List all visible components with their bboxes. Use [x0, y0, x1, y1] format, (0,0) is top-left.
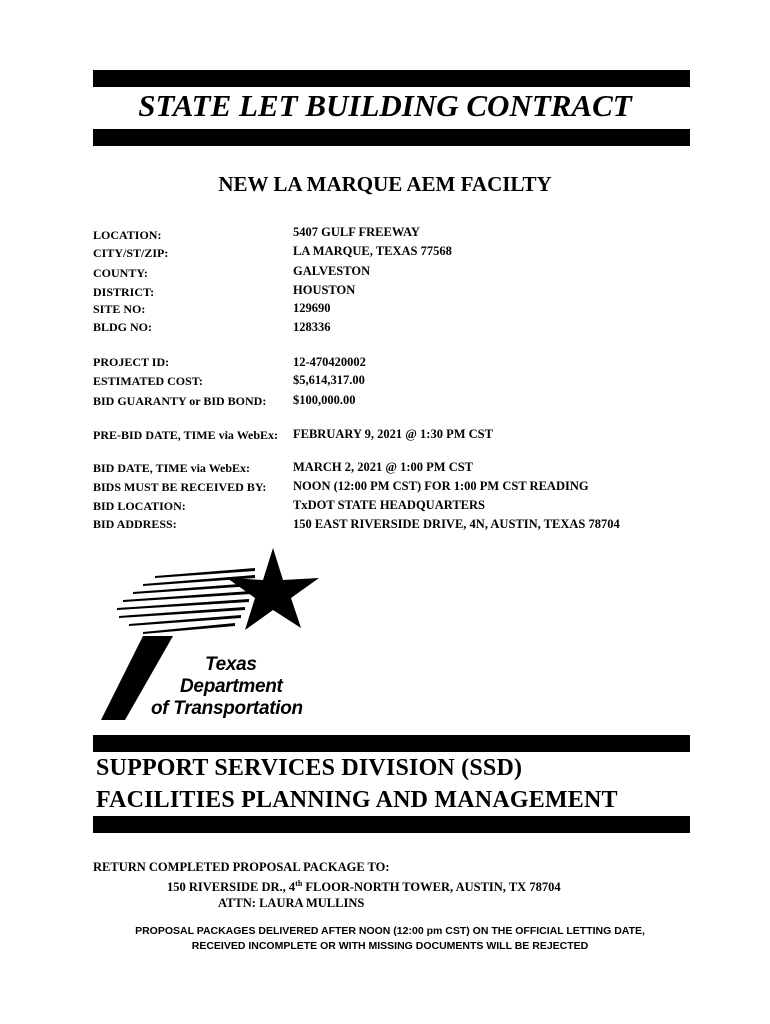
- field-value: HOUSTON: [293, 283, 356, 297]
- return-address: [167, 879, 561, 895]
- division-top-rule: [93, 735, 690, 752]
- field-label: BLDG NO:: [93, 320, 153, 334]
- txdot-logo: [95, 540, 335, 725]
- division-section: FACILITIES PLANNING AND MANAGEMENT: [96, 787, 618, 813]
- field-label: BID DATE, TIME via WebEx:: [93, 461, 251, 475]
- division-bottom-rule: [93, 816, 690, 833]
- field-label: COUNTY:: [93, 266, 148, 280]
- field-value: 128336: [293, 320, 331, 334]
- project-name: NEW LA MARQUE AEM FACILTY: [218, 172, 552, 196]
- logo-text-line: Texas: [205, 654, 257, 675]
- field-value: TxDOT STATE HEADQUARTERS: [293, 498, 485, 512]
- field-label: PROJECT ID:: [93, 355, 170, 369]
- field-label: SITE NO:: [93, 302, 146, 316]
- field-value: 150 EAST RIVERSIDE DRIVE, 4N, AUSTIN, TEXAS 78704: [293, 517, 620, 531]
- address-text: 150 RIVERSIDE DR., 4: [167, 880, 296, 895]
- field-value: GALVESTON: [293, 264, 371, 278]
- field-label: LOCATION:: [93, 228, 162, 242]
- field-label: BIDS MUST BE RECEIVED BY:: [93, 480, 267, 494]
- top-rule: [93, 70, 690, 87]
- field-value: LA MARQUE, TEXAS 77568: [293, 244, 452, 258]
- field-value: NOON (12:00 PM CST) FOR 1:00 PM CST READING: [293, 479, 589, 493]
- division-name: SUPPORT SERVICES DIVISION (SSD): [96, 755, 523, 781]
- field-label: CITY/ST/ZIP:: [93, 246, 169, 260]
- prebid-value: FEBRUARY 9, 2021 @ 1:30 PM CST: [293, 427, 493, 441]
- address-superscript: th: [295, 879, 303, 888]
- rejection-notice-line: RECEIVED INCOMPLETE OR WITH MISSING DOCUMENTS WILL BE REJECTED: [191, 940, 589, 952]
- field-value: MARCH 2, 2021 @ 1:00 PM CST: [293, 460, 474, 474]
- document-title: STATE LET BUILDING CONTRACT: [138, 88, 632, 123]
- field-label: BID LOCATION:: [93, 499, 186, 513]
- return-heading: RETURN COMPLETED PROPOSAL PACKAGE TO:: [93, 860, 390, 874]
- field-value: 12-470420002: [293, 355, 366, 369]
- field-label: ESTIMATED COST:: [93, 374, 203, 388]
- title-bottom-rule: [93, 129, 690, 146]
- return-attn: ATTN: LAURA MULLINS: [218, 896, 365, 910]
- field-value: $100,000.00: [293, 393, 356, 407]
- field-label: BID GUARANTY or BID BOND:: [93, 394, 267, 408]
- field-value: 129690: [293, 301, 331, 315]
- logo-text-line: of Transportation: [151, 698, 303, 719]
- field-value: $5,614,317.00: [293, 373, 365, 387]
- address-text: FLOOR-NORTH TOWER, AUSTIN, TX 78704: [302, 880, 561, 895]
- prebid-label: PRE-BID DATE, TIME via WebEx:: [93, 428, 279, 442]
- field-value: 5407 GULF FREEWAY: [293, 225, 420, 239]
- field-label: DISTRICT:: [93, 285, 155, 299]
- field-label: BID ADDRESS:: [93, 517, 177, 531]
- rejection-notice-line: PROPOSAL PACKAGES DELIVERED AFTER NOON (12:00 pm CST) ON THE OFFICIAL LETTING DATE,: [135, 925, 645, 937]
- logo-text-line: Department: [180, 676, 283, 697]
